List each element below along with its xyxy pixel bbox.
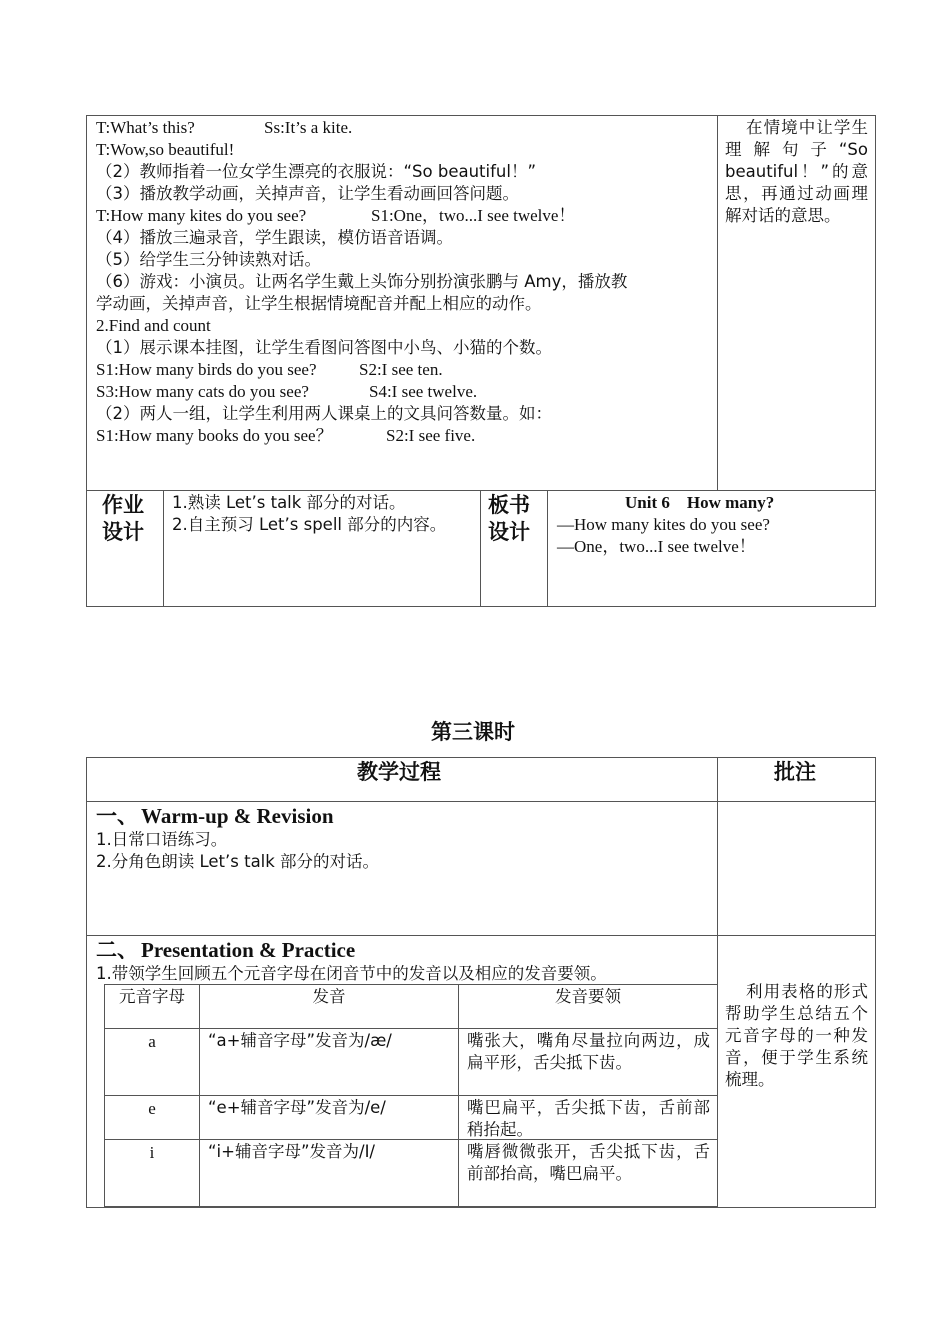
vowel-header: 元音字母 — [119, 987, 185, 1006]
step-line: 学动画，关掉声音，让学生根据情境配音并配上相应的动作。 — [96, 294, 542, 313]
step-line: （5）给学生三分钟读熟对话。 — [96, 250, 321, 269]
step-line: （6）游戏：小演员。让两名学生戴上头饰分别扮演张鹏与 Amy，播放教 — [96, 272, 628, 291]
vowel-tip: 嘴张大，嘴角尽量拉向两边，成扁平形，舌尖抵下齿。 — [467, 1031, 710, 1072]
dialogue-line: S1:How many books do you see？ — [96, 426, 333, 445]
section-intro: 1.带领学生回顾五个元音字母在闭音节中的发音以及相应的发音要领。 — [96, 964, 607, 983]
vowel-sound: “a+辅音字母”发音为/æ/ — [208, 1031, 392, 1050]
dialogue-line: T:Wow,so beautiful! — [96, 140, 235, 159]
dialogue-line: S1:How many birds do you see? — [96, 360, 317, 379]
dialogue-line: Ss:It’s a kite. — [264, 118, 353, 137]
step-line: （1）展示课本挂图，让学生看图问答图中小鸟、小猫的个数。 — [96, 338, 552, 357]
homework-label: 作业 — [102, 493, 144, 517]
note-cell: 利用表格的形式帮助学生总结五个元音字母的一种发音，便于学生系统梳理。 — [725, 982, 868, 1089]
column-header-note: 批注 — [774, 760, 816, 784]
vowel-tip: 嘴唇微微张开，舌尖抵下齿，舌前部抬高，嘴巴扁平。 — [467, 1142, 710, 1183]
section-item: 1.日常口语练习。 — [96, 830, 228, 849]
dialogue-line: S3:How many cats do you see? — [96, 382, 309, 401]
dialogue-line: S2:I see five. — [386, 426, 476, 445]
activity-heading: 2.Find and count — [96, 316, 211, 335]
step-line: （2）教师指着一位女学生漂亮的衣服说：“So beautiful！” — [96, 162, 537, 181]
vowel-letter: i — [149, 1143, 155, 1162]
section-title: Presentation & Practice — [141, 938, 356, 962]
note-cell: 在情境中让学生理解句子“So beautiful！”的意思，再通过动画理解对话的意思。 — [725, 118, 868, 225]
board-title: Unit 6 How many? — [625, 493, 775, 512]
dialogue-line: S2:I see ten. — [359, 360, 443, 379]
homework-label: 设计 — [102, 520, 144, 544]
dialogue-line: S4:I see twelve. — [369, 382, 478, 401]
board-label: 设计 — [488, 520, 530, 544]
step-line: （4）播放三遍录音，学生跟读，模仿语音语调。 — [96, 228, 453, 247]
board-line: —One，two...I see twelve！ — [557, 537, 756, 556]
homework-item: 2.自主预习 Let’s spell 部分的内容。 — [172, 515, 447, 534]
vowel-letter: e — [148, 1099, 156, 1118]
board-label: 板书 — [488, 493, 530, 517]
vowel-sound: “i+辅音字母”发音为/I/ — [208, 1142, 375, 1161]
step-line: （3）播放教学动画，关掉声音，让学生看动画回答问题。 — [96, 184, 519, 203]
dialogue-line: S1:One，two...I see twelve！ — [371, 206, 576, 225]
section-title: Warm-up & Revision — [141, 804, 334, 828]
vowel-tip: 嘴巴扁平，舌尖抵下齿，舌前部稍抬起。 — [467, 1098, 710, 1139]
homework-item: 1.熟读 Let’s talk 部分的对话。 — [172, 493, 406, 512]
vowel-header: 发音 — [312, 987, 346, 1006]
dialogue-line: T:How many kites do you see? — [96, 206, 307, 225]
section-number: 一、 — [96, 804, 138, 828]
vowel-sound: “e+辅音字母”发音为/e/ — [208, 1098, 386, 1117]
lesson-title: 第三课时 — [431, 720, 515, 744]
section-number: 二、 — [96, 938, 138, 962]
step-line: （2）两人一组，让学生利用两人课桌上的文具问答数量。如： — [96, 404, 552, 423]
vowel-letter: a — [148, 1032, 156, 1051]
board-line: —How many kites do you see? — [557, 515, 770, 534]
column-header-process: 教学过程 — [357, 760, 441, 784]
dialogue-line: T:What’s this? — [96, 118, 195, 137]
vowel-header: 发音要领 — [555, 987, 621, 1006]
section-item: 2.分角色朗读 Let’s talk 部分的对话。 — [96, 852, 380, 871]
